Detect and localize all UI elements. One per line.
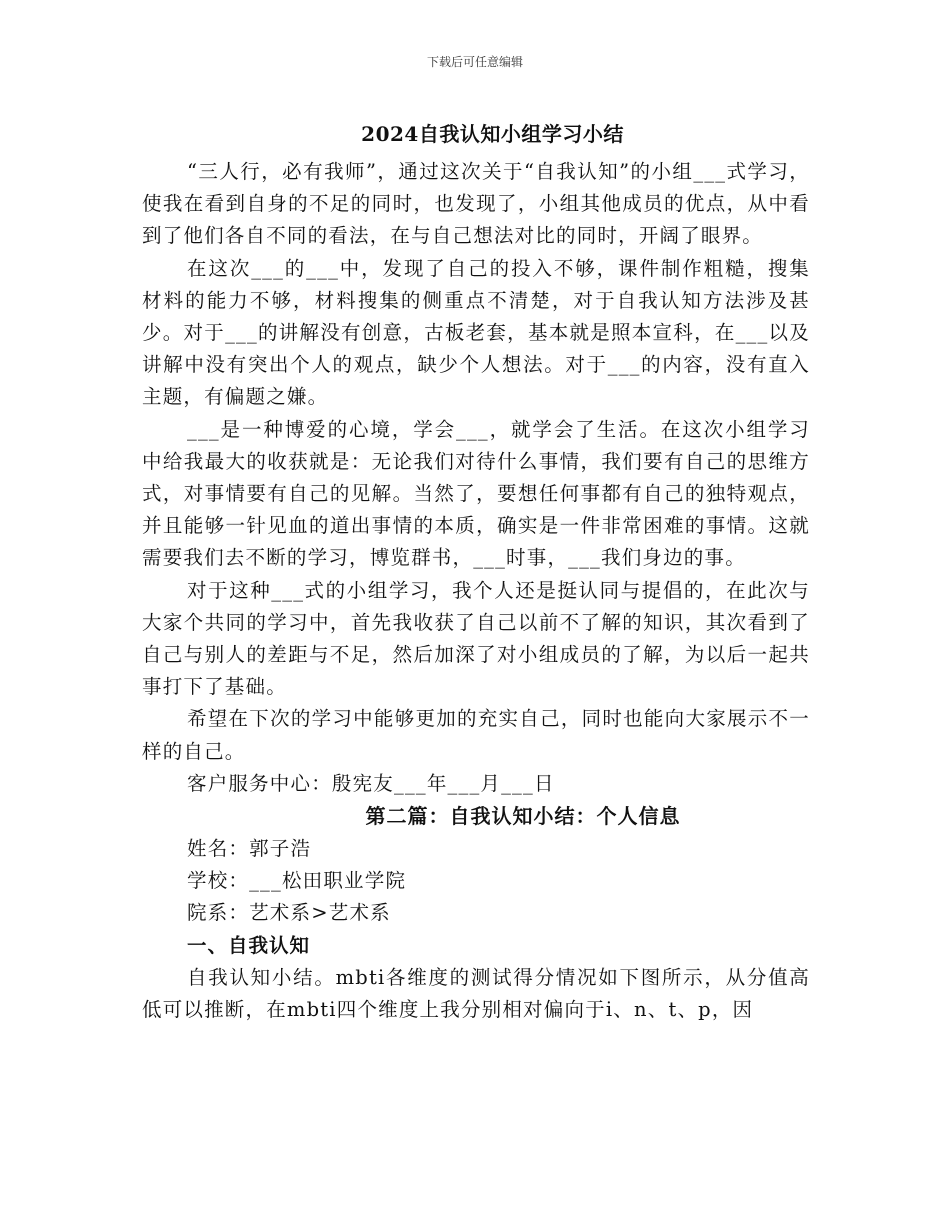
paragraph-1: “三人行，必有我师”，通过这次关于“自我认知”的小组___式学习，使我在看到自身的不足的同时，也发现了，小组其他成员的优点，从中看到了他们各自不同的看法，在与自己想法对比的同时，开阔了眼界。 bbox=[142, 160, 810, 248]
page-header-note: 下载后可任意编辑 bbox=[426, 55, 523, 69]
section-heading-self-awareness: 一、自我认知 bbox=[187, 933, 311, 957]
paragraph-4: 对于这种___式的小组学习，我个人还是挺认同与提倡的，在此次与大家个共同的学习中，首先我收获了自己以前不了解的知识，其次看到了自己与别人的差距与不足，然后加深了对小组成员的了解，为以后一起共事打下了基础。 bbox=[142, 578, 810, 699]
paragraph-2: 在这次___的___中，发现了自己的投入不够，课件制作粗糙，搜集材料的能力不够，材料搜集的侧重点不清楚，对于自我认知方法涉及甚少。对于___的讲解没有创意，古板老套，基本就是照本宣科，在___以及讲解中没有突出个人的观点，缺少个人想法。对于___的内容，没有直入主题，有偏题之嫌。 bbox=[142, 256, 810, 409]
document-body bbox=[142, 118, 832, 1026]
document-title: 2024自我认知小组学习小结 bbox=[361, 122, 624, 146]
info-department: 院系：艺术系>艺术系 bbox=[187, 901, 391, 925]
info-name: 姓名：郭子浩 bbox=[187, 837, 312, 861]
paragraph-5: 希望在下次的学习中能够更加的充实自己，同时也能向大家展示不一样的自己。 bbox=[142, 707, 810, 763]
signature-line: 客户服务中心：殷宪友___年___月___日 bbox=[187, 771, 555, 795]
paragraph-3: ___是一种博爱的心境，学会___，就学会了生活。在这次小组学习中给我最大的收获就是：无论我们对待什么事情，我们要有自己的思维方式，对事情要有自己的见解。当然了，要想任何事都有自己的独特观点，并且能够一针见血的道出事情的本质，确实是一件非常困难的事情。这就需要我们去不断的学习，博览群书，___时事，___我们身边的事。 bbox=[142, 417, 810, 570]
part2-paragraph: 自我认知小结。mbti各维度的测试得分情况如下图所示，从分值高低可以推断，在mbti四个维度上我分别相对偏向于i、n、t、p，因 bbox=[142, 965, 810, 1022]
part2-title: 第二篇：自我认知小结：个人信息 bbox=[365, 804, 681, 829]
info-school: 学校：___松田职业学院 bbox=[187, 869, 407, 893]
